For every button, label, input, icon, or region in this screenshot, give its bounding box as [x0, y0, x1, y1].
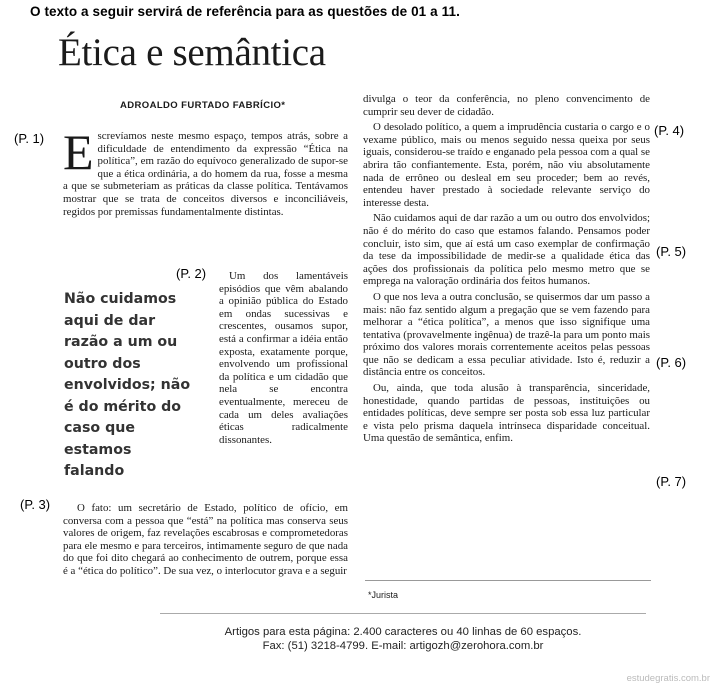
watermark: estudegratis.com.br	[626, 673, 710, 684]
footnote: *Jurista	[368, 590, 399, 600]
paragraph-1	[63, 124, 348, 218]
footnote-divider	[365, 580, 651, 581]
instruction-header: O texto a seguir servirá de referência para as questões de 01 a 11.	[30, 4, 460, 19]
article-title: Ética e semântica	[58, 31, 326, 74]
label-p3: (P. 3)	[20, 497, 51, 512]
paragraph-1-text: screvíamos neste mesmo espaço, tempos atrás, sobre a dificuldade de entendimento da expressão “Ética na política”, em razão do equívoco generalizado de supor-se que a ética ordinária, a do homem da rua, fosse a mesma a que se submeteriam as práticas da classe política. Tentávamos mostrar que se trata de conceitos diversos e inconciliáveis, regidos por premissas fundamentalmente distintas.	[63, 130, 348, 218]
paragraph-5: Não cuidamos aqui de dar razão a um ou outro dos envolvidos; não é do mérito do caso que estamos falando. Pensamos poder concluir, isto sim, que aí está um caso exemplar de confirmação da tese da impossibilidade de medir-se a qualidade ética das ações dos profissionais da política pelo mesmo metro que se emprega na valoração ordinária dos feitos humanos.	[363, 212, 650, 288]
label-p6: (P. 6)	[656, 355, 687, 370]
footer-divider	[160, 613, 646, 614]
label-p4: (P. 4)	[654, 123, 685, 138]
submission-footer	[160, 625, 646, 653]
paragraph-3-continuation: divulga o teor da conferência, no pleno convencimento de cumprir seu dever de cidadão.	[363, 93, 650, 118]
paragraph-3: O fato: um secretário de Estado, político de ofício, em conversa com a pessoa que “está” na política mas conserva seus valores de origem, faz revelações escabrosas e comprometedoras para ele mesmo e para terceiros, intimamente seguro de que nada do que foi dito chegará ao conhecimento de outrem, porque essa é a “ética do político”. De sua vez, o interlocutor grava e a seguir	[63, 502, 348, 577]
paragraph-2: Um dos lamentáveis episódios que vêm abalando a opinião pública do Estado em ondas sucessivas e crescentes, ousamos supor, está a confirmar a idéia então exposta, exatamente porque, envolvendo um profissional da política e um cidadão que nela se encontra eventualmente, mereceu de cada um deles avaliações éticas radicalmente dissonantes.	[219, 270, 348, 446]
right-column	[363, 93, 650, 445]
label-p2: (P. 2)	[176, 266, 207, 281]
paragraph-7: Ou, ainda, que toda alusão à transparência, sinceridade, honestidade, quando partidas de pessoas, instituições ou entidades políticas, deve sempre ser posta sob essa luz particular e vista pelo prisma daquela intrínseca disparidade conceitual. Uma questão de semântica, enfim.	[363, 382, 650, 445]
drop-cap: E	[63, 124, 94, 180]
footer-line-1: Artigos para esta página: 2.400 caracteres ou 40 linhas de 60 espaços.	[224, 626, 582, 638]
article-author: ADROALDO FURTADO FABRÍCIO*	[120, 100, 286, 111]
label-p1: (P. 1)	[14, 131, 45, 146]
paragraph-6: O que nos leva a outra conclusão, se quisermos dar um passo a mais: não faz sentido algum a pregação que se vem fazendo para melhorar a “ética política”, a menos que isso signifique uma tentativa (provavelmente ingênua) de trazê-la para um ponto mais próximo dos valores morais correntemente aceitos pelas pessoas que não se dedicam a essa peculiar atividade. Isto é, reduzir a distância entre os conceitos.	[363, 290, 650, 379]
label-p7: (P. 7)	[656, 474, 687, 489]
pull-quote: Não cuidamos aqui de dar razão a um ou outro dos envolvidos; não é do mérito do caso que estamos falando	[64, 291, 191, 479]
label-p5: (P. 5)	[656, 244, 687, 259]
footer-line-2: Fax: (51) 3218-4799. E-mail: artigozh@zerohora.com.br	[262, 640, 544, 652]
paragraph-4: O desolado político, a quem a imprudência custaria o cargo e o vexame público, mais ou menos seguido nessa queixa por seus iguais, considerou-se traído e enganado pela pessoa com a qual se abrira tão confiantemente. Esta, porém, não viu absolutamente nada de errôneo ou desleal em seu proceder; bem ao revés, entendeu haver prestado à sociedade relevante serviço do interesse desta.	[363, 121, 650, 209]
